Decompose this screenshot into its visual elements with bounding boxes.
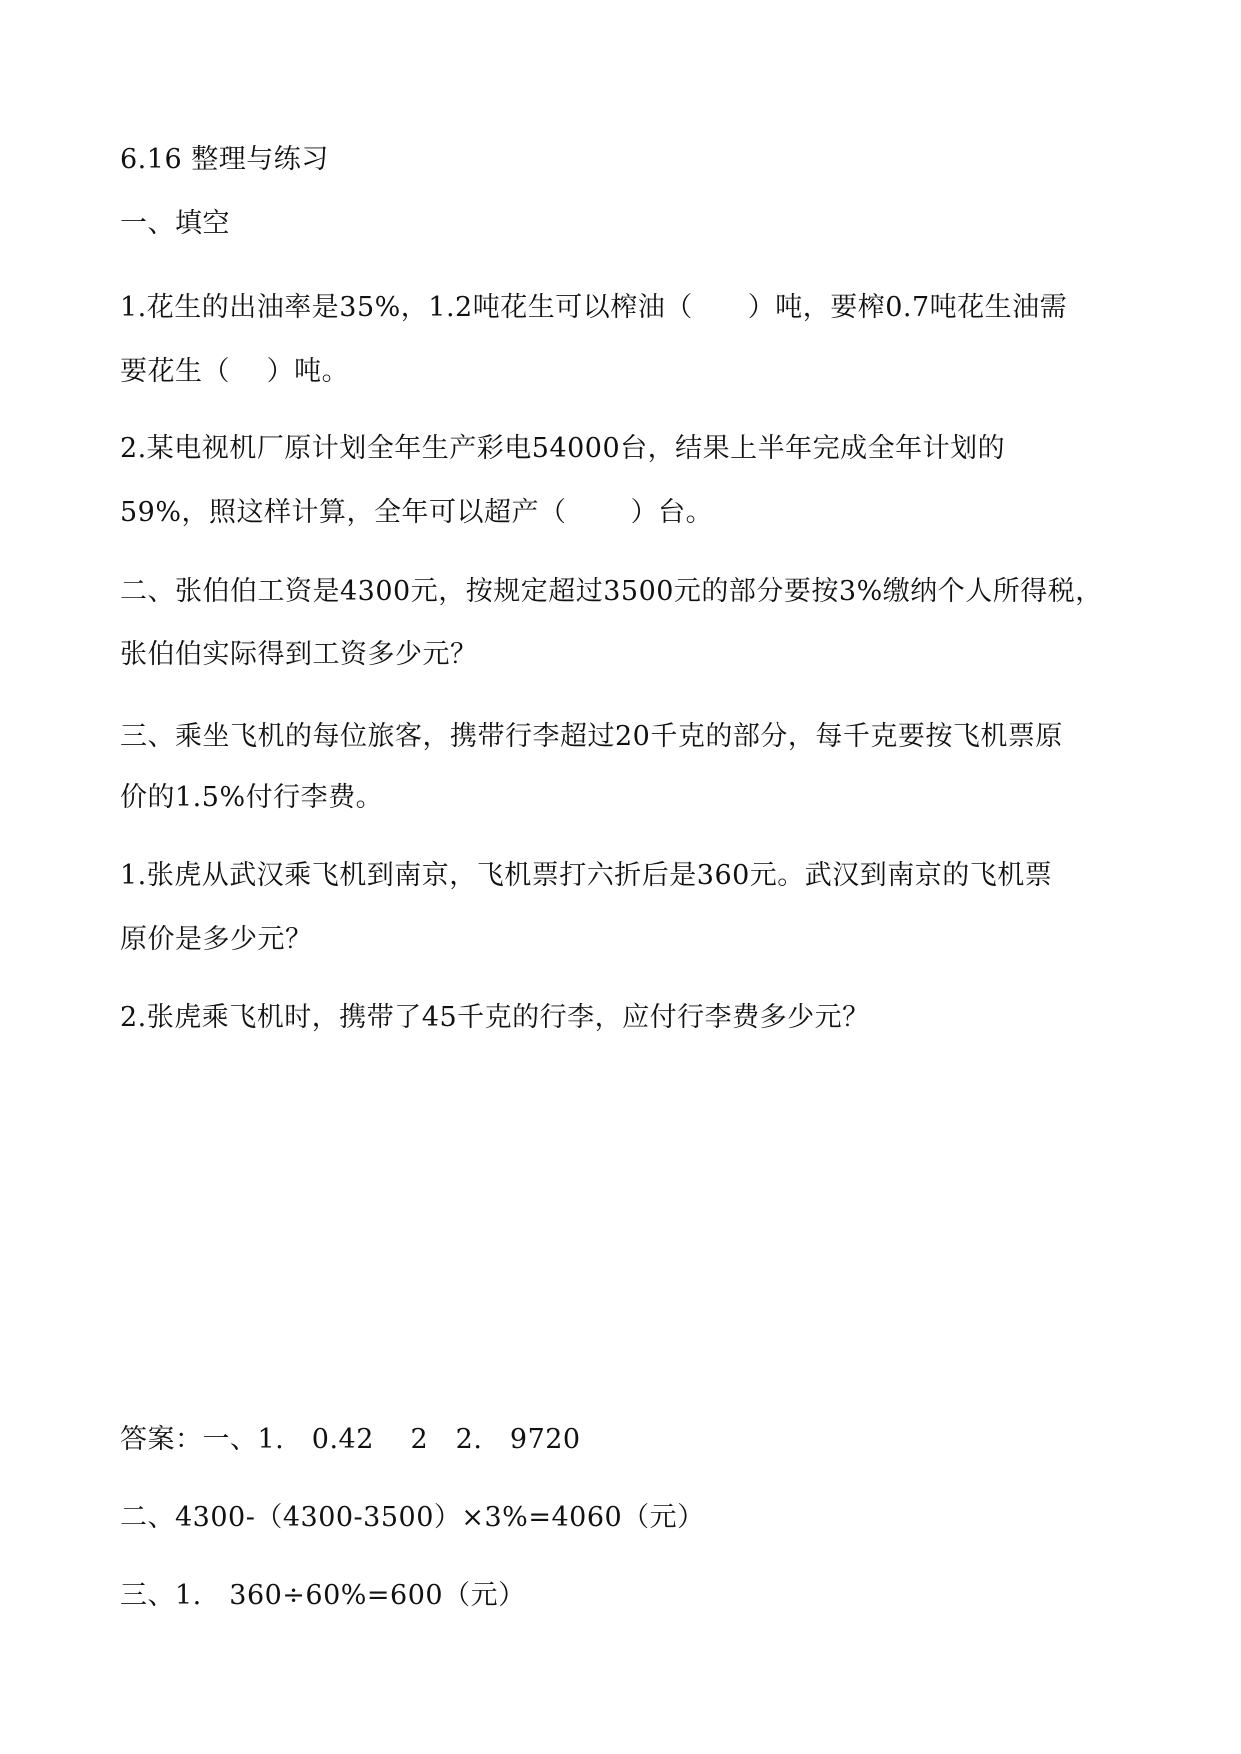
section-fill-in-heading: 一、填空 [120,208,230,239]
question-1-line-2: 要花生（ ）吨。 [120,356,350,387]
section-3-question-2-line-1: 2.张虎乘飞机时，携带了45千克的行李，应付行李费多少元？ [120,1002,870,1033]
worksheet-title: 6.16 整理与练习 [120,144,329,175]
question-2-line-2: 59%，照这样计算，全年可以超产（ ）台。 [120,497,714,528]
section-3-line-1: 三、乘坐飞机的每位旅客，携带行李超过20千克的部分，每千克要按飞机票原 [120,721,1063,752]
question-1-line-1: 1.花生的出油率是35%，1.2吨花生可以榨油（ ）吨，要榨0.7吨花生油需 [120,292,1068,323]
section-2-line-2: 张伯伯实际得到工资多少元？ [120,639,478,670]
question-2-line-1: 2.某电视机厂原计划全年生产彩电54000台，结果上半年完成全年计划的 [120,433,1006,464]
answer-line-1: 答案：一、1. 0.42 2 2. 9720 [120,1424,581,1455]
answer-line-2: 二、4300-（4300-3500）×3%=4060（元） [120,1502,705,1533]
section-3-line-2: 价的1.5%付行李费。 [120,782,384,813]
section-2-line-1: 二、张伯伯工资是4300元，按规定超过3500元的部分要按3%缴纳个人所得税， [120,576,1103,607]
section-3-question-1-line-2: 原价是多少元？ [120,924,313,955]
section-3-question-1-line-1: 1.张虎从武汉乘飞机到南京，飞机票打六折后是360元。武汉到南京的飞机票 [120,860,1053,891]
answer-line-3: 三、1. 360÷60%=600（元） [120,1580,526,1611]
